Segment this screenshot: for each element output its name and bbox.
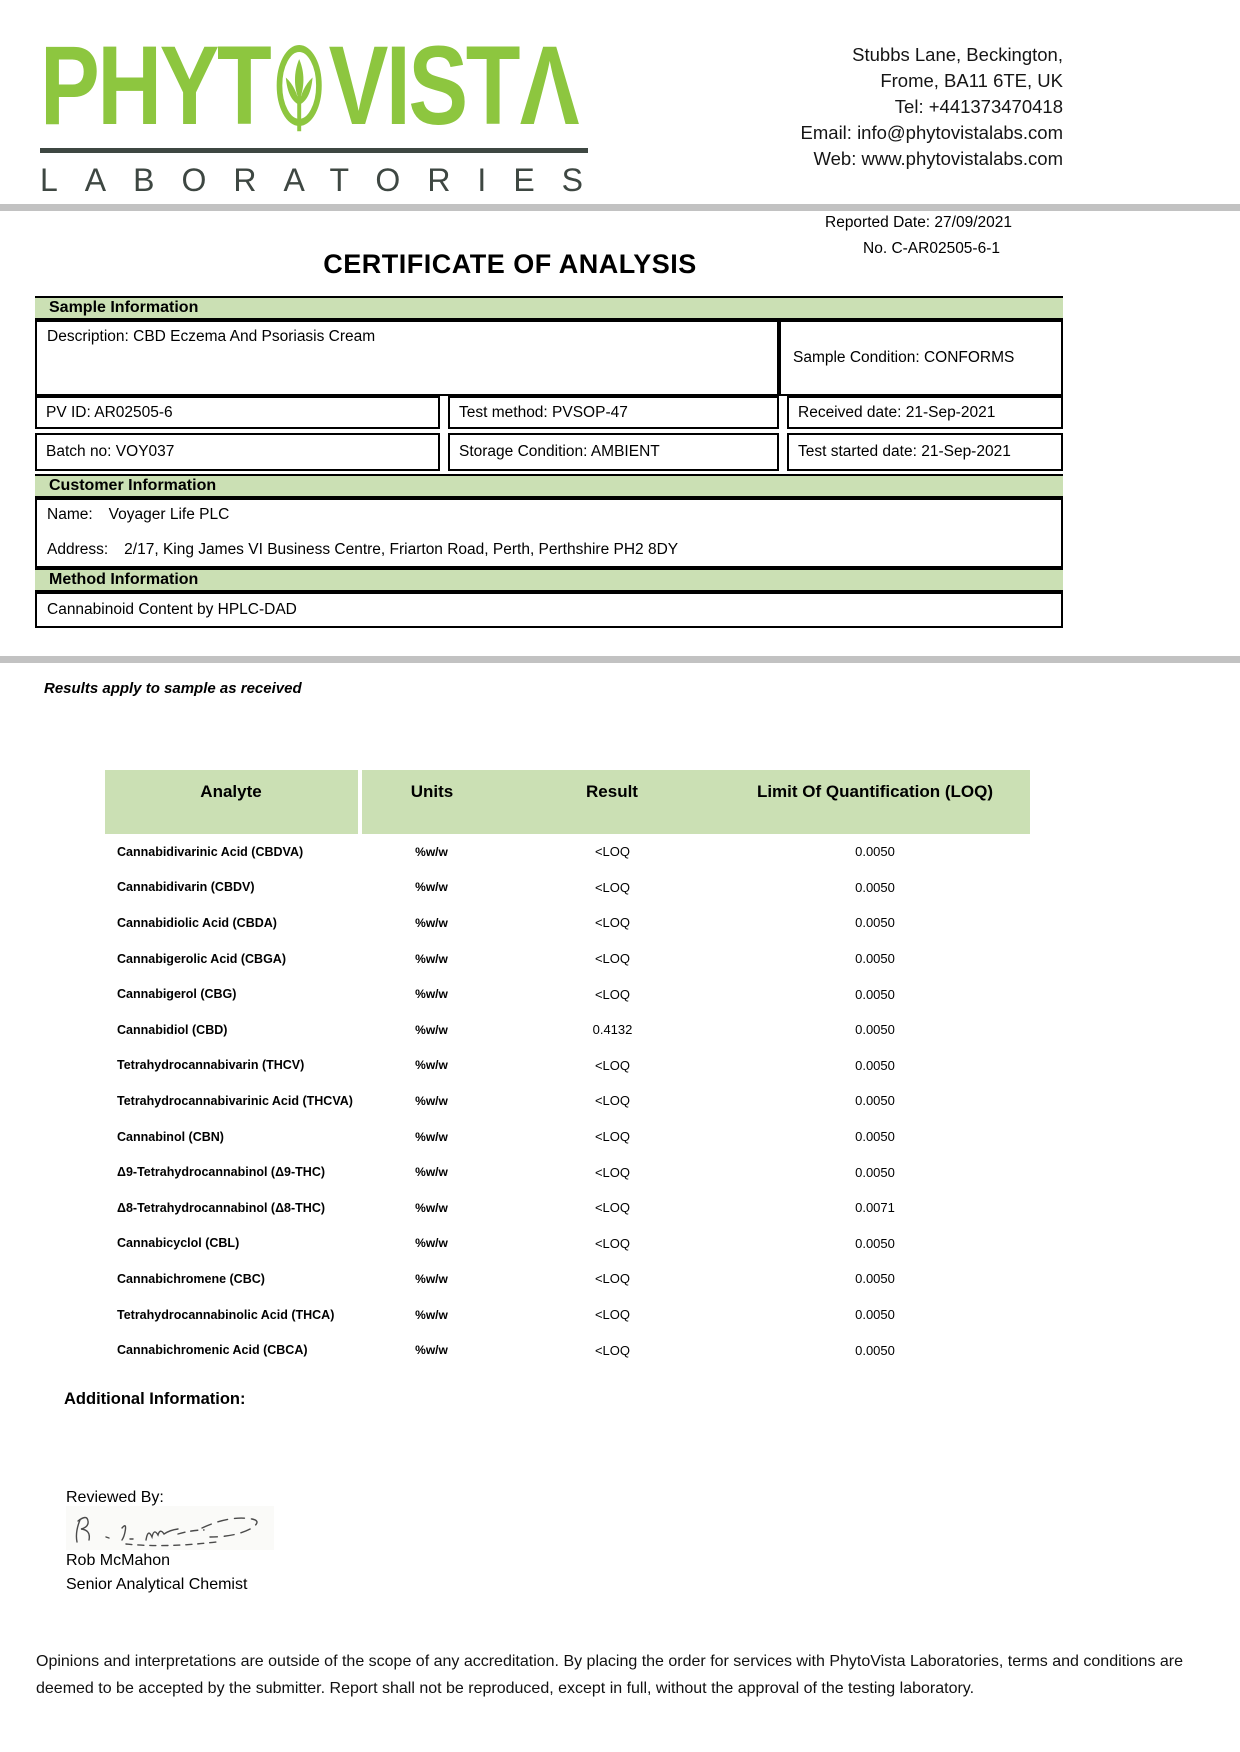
cell-analyte: Tetrahydrocannabinolic Acid (THCA) <box>117 1307 335 1322</box>
cell-loq: 0.0050 <box>855 1307 895 1323</box>
cell-result: <LOQ <box>594 1093 631 1109</box>
column-header-analyte: Analyte <box>200 782 262 801</box>
cell-result: <LOQ <box>594 1057 631 1073</box>
reviewed-by-label: Reviewed By: <box>66 1489 164 1506</box>
table-row <box>105 1083 1030 1119</box>
cell-loq: 0.0071 <box>855 1200 895 1216</box>
cell-analyte: Cannabidivarinic Acid (CBDVA) <box>117 844 304 859</box>
customer-name-value: Voyager Life PLC <box>108 506 230 523</box>
cell-result: <LOQ <box>594 1271 631 1287</box>
reviewer-name: Rob McMahon <box>66 1552 171 1569</box>
table-row <box>105 1226 1030 1262</box>
table-row <box>105 1119 1030 1155</box>
cell-result: <LOQ <box>594 1164 631 1180</box>
reported-date: Reported Date: 27/09/2021 <box>825 214 1012 231</box>
table-row <box>105 1297 1030 1333</box>
table-row <box>105 1048 1030 1084</box>
cell-result: <LOQ <box>594 1129 631 1145</box>
company-logo <box>40 23 610 199</box>
column-header-loq: Limit Of Quantification (LOQ) <box>756 782 994 801</box>
report-number: No. C-AR02505-6-1 <box>863 240 1000 257</box>
cell-loq: 0.0050 <box>855 1235 895 1251</box>
cell-analyte: Cannabigerolic Acid (CBGA) <box>117 951 286 966</box>
results-table-body <box>105 834 1030 1368</box>
table-row <box>105 1261 1030 1297</box>
cell-result: <LOQ <box>594 915 631 931</box>
table-row <box>105 870 1030 906</box>
customer-info-cell <box>35 498 1063 568</box>
cell-units: %w/w <box>415 987 448 1002</box>
cell-loq: 0.0050 <box>855 986 895 1002</box>
table-row <box>105 905 1030 941</box>
lab-contact-block <box>643 42 1063 172</box>
logo-divider <box>40 148 588 153</box>
cell-units: %w/w <box>415 1058 448 1073</box>
contact-phone: Tel: +441373470418 <box>894 96 1063 117</box>
additional-information-label: Additional Information: <box>64 1390 246 1408</box>
cell-loq: 0.0050 <box>855 879 895 895</box>
cell-units: %w/w <box>415 1165 448 1180</box>
cell-result: 0.4132 <box>592 1022 633 1038</box>
sample-description-cell: Description: CBD Eczema And Psoriasis Cream <box>35 320 779 396</box>
cell-analyte: Cannabidiol (CBD) <box>117 1022 228 1037</box>
contact-address-line2: Frome, BA11 6TE, UK <box>880 70 1063 91</box>
cell-units: %w/w <box>415 1093 448 1108</box>
cell-loq: 0.0050 <box>855 1057 895 1073</box>
cell-units: %w/w <box>415 1022 448 1037</box>
column-header-units: Units <box>410 782 454 801</box>
cell-loq: 0.0050 <box>855 915 895 931</box>
cell-result: <LOQ <box>594 879 631 895</box>
section-method-information: Method Information <box>35 568 1063 592</box>
cell-units: %w/w <box>415 951 448 966</box>
footer-disclaimer: Opinions and interpretations are outside of the scope of any accreditation. By placing the order for services with PhytoVista Laboratories, terms and conditions are deemed to be accepted by the submitter. Report shall not be reproduced, except in full, without the approval of the testing laboratory. <box>36 1653 1184 1697</box>
cell-loq: 0.0050 <box>855 844 895 860</box>
cell-result: <LOQ <box>594 1200 631 1216</box>
table-row <box>105 1154 1030 1190</box>
leaf-icon <box>274 45 324 133</box>
cell-loq: 0.0050 <box>855 1022 895 1038</box>
section-sample-information: Sample Information <box>35 296 1063 320</box>
cell-units: %w/w <box>415 915 448 930</box>
method-cell: Cannabinoid Content by HPLC-DAD <box>35 592 1063 628</box>
cell-units: %w/w <box>415 1129 448 1144</box>
cell-result: <LOQ <box>594 1342 631 1358</box>
cell-result: <LOQ <box>594 1307 631 1323</box>
table-row <box>105 1190 1030 1226</box>
reviewer-title: Senior Analytical Chemist <box>66 1576 248 1593</box>
cell-units: %w/w <box>415 880 448 895</box>
cell-loq: 0.0050 <box>855 951 895 967</box>
results-table-header <box>105 770 1030 834</box>
header-column-divider <box>358 770 362 834</box>
pv-id-cell: PV ID: AR02505-6 <box>35 396 440 429</box>
cell-loq: 0.0050 <box>855 1129 895 1145</box>
test-method-cell: Test method: PVSOP-47 <box>448 396 779 429</box>
customer-address-value: 2/17, King James VI Business Centre, Friarton Road, Perth, Perthshire PH2 8DY <box>124 541 679 558</box>
cell-analyte: Tetrahydrocannabivarinic Acid (THCVA) <box>117 1093 353 1108</box>
cell-units: %w/w <box>415 1236 448 1251</box>
cell-analyte: Cannabidivarin (CBDV) <box>117 880 255 895</box>
cell-analyte: Cannabicyclol (CBL) <box>117 1236 240 1251</box>
cell-loq: 0.0050 <box>855 1271 895 1287</box>
cell-units: %w/w <box>415 844 448 859</box>
signature <box>66 1506 274 1550</box>
sample-condition-cell: Sample Condition: CONFORMS <box>779 320 1063 396</box>
cell-loq: 0.0050 <box>855 1093 895 1109</box>
cell-analyte: Tetrahydrocannabivarin (THCV) <box>117 1058 305 1073</box>
cell-analyte: Δ9-Tetrahydrocannabinol (Δ9-THC) <box>117 1165 326 1180</box>
contact-web: Web: www.phytovistalabs.com <box>813 148 1063 169</box>
cell-analyte: Cannabichromenic Acid (CBCA) <box>117 1343 308 1358</box>
table-row <box>105 834 1030 870</box>
contact-email: Email: info@phytovistalabs.com <box>800 122 1063 143</box>
section-customer-information: Customer Information <box>35 474 1063 498</box>
table-row <box>105 941 1030 977</box>
brand-text-lambda: Λ <box>519 23 578 148</box>
results-note: Results apply to sample as received <box>44 680 302 697</box>
cell-analyte: Cannabidiolic Acid (CBDA) <box>117 915 277 930</box>
brand-text-right: VIST <box>328 23 519 148</box>
cell-analyte: Cannabinol (CBN) <box>117 1129 224 1144</box>
cell-units: %w/w <box>415 1200 448 1215</box>
customer-name-label: Name: <box>47 506 93 523</box>
body-divider-rule <box>0 656 1240 663</box>
brand-text-left: PHYT <box>40 23 270 148</box>
column-header-result: Result <box>586 782 638 801</box>
header-divider-rule <box>0 204 1240 211</box>
cell-loq: 0.0050 <box>855 1342 895 1358</box>
customer-name-line <box>47 506 229 524</box>
cell-analyte: Cannabichromene (CBC) <box>117 1271 265 1286</box>
cell-units: %w/w <box>415 1271 448 1286</box>
cell-units: %w/w <box>415 1307 448 1322</box>
cell-units: %w/w <box>415 1343 448 1358</box>
batch-no-cell: Batch no: VOY037 <box>35 433 440 471</box>
cell-result: <LOQ <box>594 951 631 967</box>
table-row <box>105 1332 1030 1368</box>
cell-analyte: Cannabigerol (CBG) <box>117 987 237 1002</box>
cell-result: <LOQ <box>594 844 631 860</box>
cell-result: <LOQ <box>594 986 631 1002</box>
contact-address-line1: Stubbs Lane, Beckington, <box>852 44 1063 65</box>
cell-result: <LOQ <box>594 1235 631 1251</box>
test-started-date-cell: Test started date: 21-Sep-2021 <box>787 433 1063 471</box>
customer-address-label: Address: <box>47 541 109 558</box>
received-date-cell: Received date: 21-Sep-2021 <box>787 396 1063 429</box>
table-row <box>105 976 1030 1012</box>
brand-wordmark <box>40 23 578 148</box>
storage-condition-cell: Storage Condition: AMBIENT <box>448 433 779 471</box>
cell-loq: 0.0050 <box>855 1164 895 1180</box>
certificate-title: CERTIFICATE OF ANALYSIS <box>323 249 697 279</box>
cell-analyte: Δ8-Tetrahydrocannabinol (Δ8-THC) <box>117 1200 326 1215</box>
customer-address-line <box>47 541 678 559</box>
table-row <box>105 1012 1030 1048</box>
logo-subtitle: LABORATORIES <box>40 162 610 198</box>
